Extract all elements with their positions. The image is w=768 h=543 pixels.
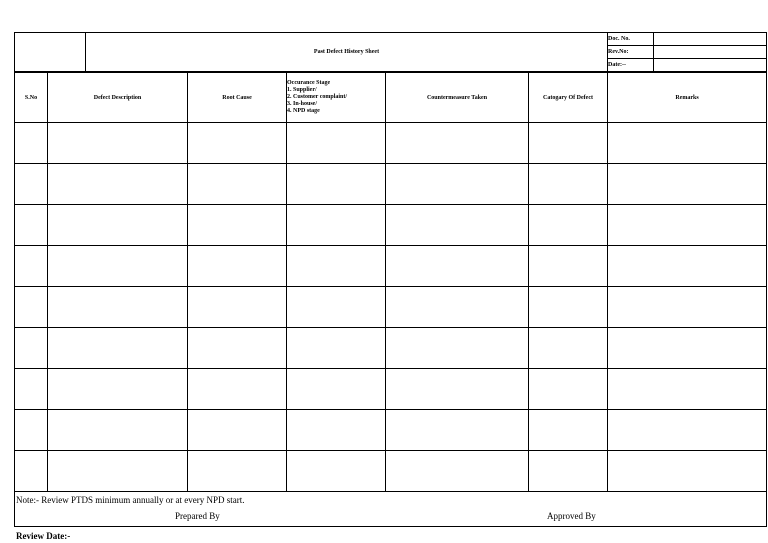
- cell-remarks[interactable]: [608, 246, 767, 287]
- cell-countermeasure[interactable]: [386, 369, 529, 410]
- approved-by-label: Approved By: [547, 511, 596, 521]
- stage-option-supplier: 1. Supplier/: [287, 87, 317, 93]
- cell-remarks[interactable]: [608, 287, 767, 328]
- cell-defect-description[interactable]: [48, 369, 188, 410]
- cell-defect-description[interactable]: [48, 205, 188, 246]
- cell-defect-description[interactable]: [48, 328, 188, 369]
- rev-no-value[interactable]: [654, 46, 767, 59]
- rev-no-label: Rev.No:: [608, 46, 654, 59]
- cell-countermeasure[interactable]: [386, 451, 529, 492]
- cell-category[interactable]: [529, 123, 608, 164]
- cell-defect-description[interactable]: [48, 123, 188, 164]
- col-countermeasure: Countermeasure Taken: [386, 73, 529, 123]
- col-remarks: Remarks: [608, 73, 767, 123]
- doc-no-label: Doc. No.: [608, 33, 654, 46]
- cell-root-cause[interactable]: [188, 164, 287, 205]
- cell-defect-description[interactable]: [48, 164, 188, 205]
- table-row: [15, 164, 767, 205]
- cell-defect-description[interactable]: [48, 410, 188, 451]
- stage-option-in-house: 3. In-house/: [287, 101, 318, 107]
- cell-occurance-stage[interactable]: [287, 164, 386, 205]
- stage-heading: Occurance Stage: [287, 80, 331, 86]
- col-sno: S.No: [15, 73, 48, 123]
- table-row: [15, 410, 767, 451]
- table-row: [15, 287, 767, 328]
- cell-category[interactable]: [529, 451, 608, 492]
- cell-category[interactable]: [529, 369, 608, 410]
- table-body: [15, 123, 767, 492]
- defect-table: [14, 72, 767, 527]
- footer-note: Note:- Review PTDS minimum annually or at every NPD start.: [15, 492, 767, 509]
- cell-remarks[interactable]: [608, 410, 767, 451]
- date-label: Date:--: [608, 59, 654, 72]
- cell-root-cause[interactable]: [188, 123, 287, 164]
- date-value[interactable]: [654, 59, 767, 72]
- cell-root-cause[interactable]: [188, 369, 287, 410]
- cell-root-cause[interactable]: [188, 451, 287, 492]
- cell-remarks[interactable]: [608, 328, 767, 369]
- cell-root-cause[interactable]: [188, 410, 287, 451]
- table-row: [15, 205, 767, 246]
- table-row: [15, 328, 767, 369]
- cell-countermeasure[interactable]: [386, 287, 529, 328]
- cell-countermeasure[interactable]: [386, 123, 529, 164]
- cell-category[interactable]: [529, 328, 608, 369]
- cell-occurance-stage[interactable]: [287, 246, 386, 287]
- col-occurance-stage: [287, 73, 386, 123]
- table-row: [15, 246, 767, 287]
- cell-occurance-stage[interactable]: [287, 328, 386, 369]
- cell-remarks[interactable]: [608, 205, 767, 246]
- cell-defect-description[interactable]: [48, 451, 188, 492]
- cell-occurance-stage[interactable]: [287, 205, 386, 246]
- col-category: Catogary Of Defect: [529, 73, 608, 123]
- defect-history-sheet: [14, 32, 766, 527]
- header-table: [14, 32, 767, 72]
- cell-sno[interactable]: [15, 164, 48, 205]
- cell-root-cause[interactable]: [188, 205, 287, 246]
- doc-no-value[interactable]: [654, 33, 767, 46]
- cell-root-cause[interactable]: [188, 287, 287, 328]
- cell-sno[interactable]: [15, 328, 48, 369]
- sheet-title: Past Defect History Sheet: [86, 33, 608, 72]
- cell-remarks[interactable]: [608, 369, 767, 410]
- cell-category[interactable]: [529, 205, 608, 246]
- cell-countermeasure[interactable]: [386, 164, 529, 205]
- cell-sno[interactable]: [15, 451, 48, 492]
- cell-remarks[interactable]: [608, 451, 767, 492]
- cell-countermeasure[interactable]: [386, 410, 529, 451]
- cell-root-cause[interactable]: [188, 328, 287, 369]
- cell-countermeasure[interactable]: [386, 205, 529, 246]
- cell-remarks[interactable]: [608, 123, 767, 164]
- cell-defect-description[interactable]: [48, 287, 188, 328]
- prepared-by-label: Prepared By: [175, 511, 220, 521]
- cell-defect-description[interactable]: [48, 246, 188, 287]
- cell-category[interactable]: [529, 287, 608, 328]
- col-defect-description: Defect Description: [48, 73, 188, 123]
- cell-countermeasure[interactable]: [386, 246, 529, 287]
- table-row: [15, 123, 767, 164]
- cell-occurance-stage[interactable]: [287, 287, 386, 328]
- cell-sno[interactable]: [15, 287, 48, 328]
- cell-sno[interactable]: [15, 123, 48, 164]
- cell-sno[interactable]: [15, 369, 48, 410]
- cell-occurance-stage[interactable]: [287, 451, 386, 492]
- cell-category[interactable]: [529, 164, 608, 205]
- cell-category[interactable]: [529, 410, 608, 451]
- cell-sno[interactable]: [15, 205, 48, 246]
- cell-occurance-stage[interactable]: [287, 410, 386, 451]
- cell-occurance-stage[interactable]: [287, 369, 386, 410]
- stage-option-customer-complaint: 2. Customer complaint/: [287, 94, 348, 100]
- cell-remarks[interactable]: [608, 164, 767, 205]
- review-date-label: Review Date:-: [16, 531, 71, 541]
- table-row: [15, 369, 767, 410]
- signature-row: [15, 508, 767, 527]
- cell-category[interactable]: [529, 246, 608, 287]
- cell-countermeasure[interactable]: [386, 328, 529, 369]
- col-root-cause: Root Cause: [188, 73, 287, 123]
- logo-cell: [15, 33, 86, 72]
- cell-sno[interactable]: [15, 410, 48, 451]
- stage-option-npd: 4. NPD stage: [287, 108, 320, 114]
- cell-root-cause[interactable]: [188, 246, 287, 287]
- cell-occurance-stage[interactable]: [287, 123, 386, 164]
- cell-sno[interactable]: [15, 246, 48, 287]
- table-row: [15, 451, 767, 492]
